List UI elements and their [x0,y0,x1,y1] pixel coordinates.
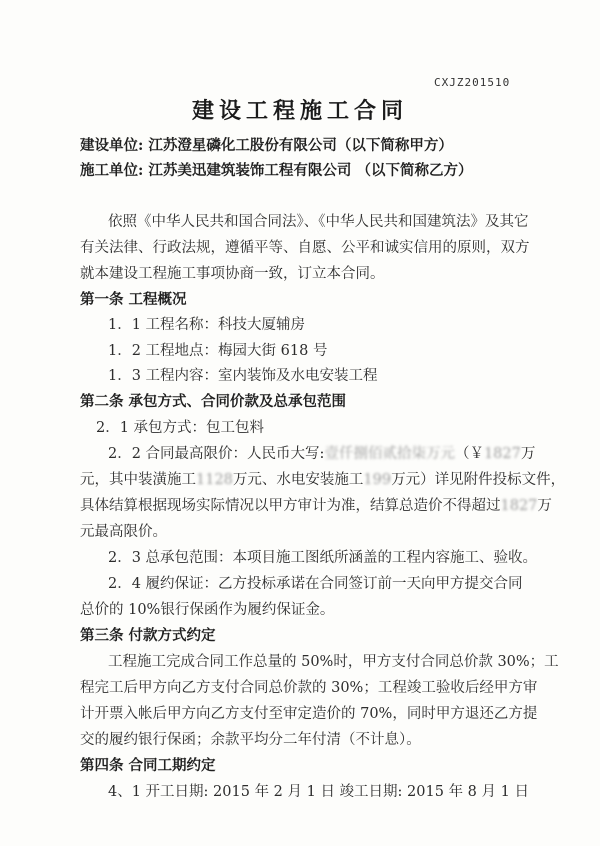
clause-2-2-prefix: 2．2 合同最高限价：人民币大写: [108,446,325,462]
intro-line-3: 就本建设工程施工事项协商一致，订立本合同。 [80,266,385,282]
document-code: CXJZ201510 [434,76,511,89]
clause-2-2-line-4: 元最高限价。 [80,524,167,540]
owner-line: 建设单位: 江苏澄星磷化工股份有限公司（以下简称甲方） [80,137,453,154]
intro-line-1: 依照《中华人民共和国合同法》、《中华人民共和国建筑法》及其它 [108,214,529,230]
clause-4-1: 4、1 开工日期: 2015 年 2 月 1 日 竣工日期: 2015 年 8 月 1 日 [108,784,529,800]
clause-2-3: 2．3 总承包范围：本项目施工图纸所涵盖的工程内容施工、验收。 [108,550,538,566]
payment-line-1: 工程施工完成合同工作总量的 50%时，甲方支付合同总价款 30%；工 [108,654,559,670]
decor-amount: 1128 [196,472,233,488]
clause-1-3: 1．3 工程内容：室内装饰及水电安装工程 [108,368,378,384]
decor-label: 元，其中装潢施工 [80,472,196,488]
contractor-line: 施工单位: 江苏美迅建筑装饰工程有限公司 （以下简称乙方） [80,162,473,179]
clause-2-2-line-2 [80,468,565,489]
clause-2-2-line-1 [108,442,535,463]
attachment-note: 万元）详见附件投标文件， [391,472,566,488]
clause-2-4-line-1: 2．4 履约保证：乙方投标承诺在合同签订前一天向甲方提交合同 [108,576,523,592]
clause-2-4-line-2: 总价的 10%银行保函作为履约保证金。 [80,602,335,618]
settlement-text: 具体结算根据现场实际情况以甲方审计为准，结算总造价不得超过 [80,498,501,514]
amount-unit: 万 [520,446,536,462]
article-2-heading: 第二条 承包方式、合同价款及总承包范围 [80,393,347,410]
payment-line-4: 交的履约银行保函；余款平均分二年付清（不计息）。 [80,732,421,748]
install-amount: 199 [363,472,392,488]
amount-in-words: 壹仟捌佰贰拾柒万元 [324,446,455,462]
payment-line-2: 程完工后甲方向乙方支付合同总价款的 30%；工程竣工验收后经甲方审 [80,680,538,696]
article-4-heading: 第四条 合同工期约定 [80,757,216,774]
amount-open: （￥ [454,446,484,462]
install-label: 万元、水电安装施工 [232,472,364,488]
clause-1-2: 1．2 工程地点：梅园大街 618 号 [108,343,328,359]
cap-amount: 1827 [500,498,538,514]
clause-2-1: 2．1 承包方式：包工包料 [96,420,265,436]
intro-line-2: 有关法律、行政法规，遵循平等、自愿、公平和诚实信用的原则，双方 [80,240,530,256]
article-1-heading: 第一条 工程概况 [80,291,187,308]
clause-2-2-line-3 [80,494,552,515]
page-title: 建设工程施工合同 [191,98,408,124]
clause-1-1: 1．1 工程名称：科技大厦辅房 [108,317,306,333]
cap-unit: 万 [537,498,552,514]
amount-number: 1827 [483,446,521,462]
payment-line-3: 计开票入帐后甲方向乙方支付至审定造价的 70%，同时甲方退还乙方提 [80,706,538,722]
article-3-heading: 第三条 付款方式约定 [80,627,216,644]
